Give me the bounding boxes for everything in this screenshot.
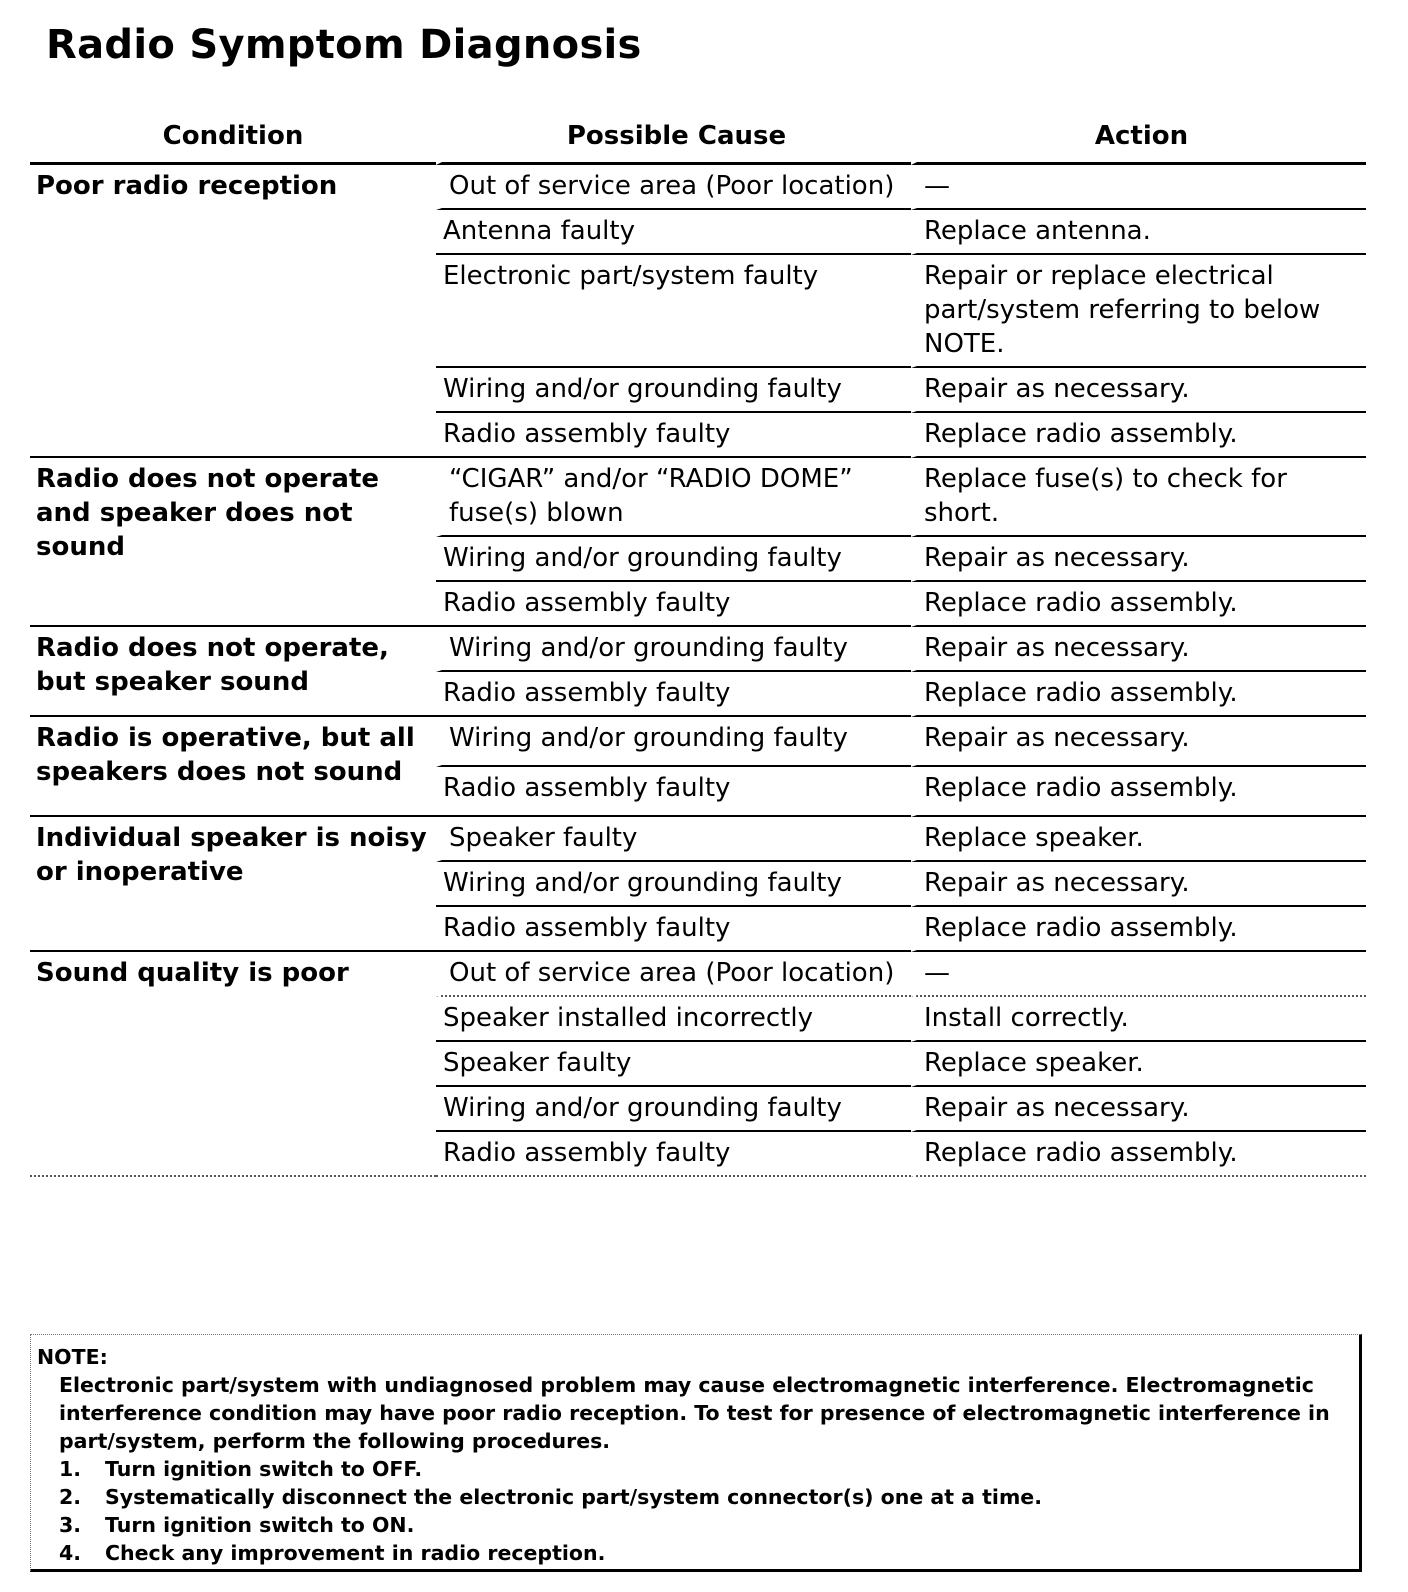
condition-cell: Radio does not operate, but speaker sound <box>30 627 436 717</box>
action-cell: Replace radio assembly. <box>911 767 1366 817</box>
step-text: Check any improvement in radio reception. <box>105 1541 606 1565</box>
condition-cell: Sound quality is poor <box>30 952 436 1177</box>
page-title: Radio Symptom Diagnosis <box>46 22 642 68</box>
header-action: Action <box>911 110 1366 165</box>
action-cell: Install correctly. <box>911 997 1366 1042</box>
action-cell: Replace radio assembly. <box>911 907 1366 952</box>
cause-cell: Radio assembly faulty <box>436 767 911 817</box>
cause-cell: Speaker faulty <box>436 817 911 862</box>
cause-cell: Wiring and/or grounding faulty <box>436 1087 911 1132</box>
step-number: 3. <box>59 1513 82 1537</box>
action-cell: Replace radio assembly. <box>911 672 1366 717</box>
header-possible-cause: Possible Cause <box>436 110 911 165</box>
step-text: Systematically disconnect the electronic part/system connector(s) one at a time. <box>105 1485 1042 1509</box>
cause-cell: Wiring and/or grounding faulty <box>436 627 911 672</box>
action-cell: Replace speaker. <box>911 1042 1366 1087</box>
table-row <box>30 717 1366 767</box>
cause-cell: Out of service area (Poor location) <box>436 165 911 210</box>
action-cell: Repair as necessary. <box>911 717 1366 767</box>
note-body: Electronic part/system with undiagnosed problem may cause electromagnetic interference. Electromagnetic interference condition may have poor radio reception. To test for presence of electromagnetic interference in part/system, perform the following procedures. <box>59 1373 1330 1453</box>
action-cell: Repair as necessary. <box>911 627 1366 672</box>
step-text: Turn ignition switch to OFF. <box>105 1457 423 1481</box>
table-row <box>30 952 1366 997</box>
action-cell: Replace radio assembly. <box>911 1132 1366 1177</box>
condition-cell: Poor radio reception <box>30 165 436 458</box>
table-row <box>30 817 1366 862</box>
action-cell: — <box>911 165 1366 210</box>
action-cell: — <box>911 952 1366 997</box>
action-cell: Replace radio assembly. <box>911 413 1366 458</box>
step-number: 1. <box>59 1457 82 1481</box>
action-cell: Replace speaker. <box>911 817 1366 862</box>
table-row <box>30 458 1366 537</box>
action-cell: Repair as necessary. <box>911 537 1366 582</box>
note-step <box>59 1539 1351 1567</box>
cause-cell: Speaker installed incorrectly <box>436 997 911 1042</box>
cause-cell: Wiring and/or grounding faulty <box>436 862 911 907</box>
step-text: Turn ignition switch to ON. <box>105 1513 415 1537</box>
cause-cell: Radio assembly faulty <box>436 1132 911 1177</box>
cause-cell: Wiring and/or grounding faulty <box>436 717 911 767</box>
action-cell: Repair as necessary. <box>911 862 1366 907</box>
condition-cell: Individual speaker is noisy or inoperative <box>30 817 436 952</box>
header-condition: Condition <box>30 110 436 165</box>
action-cell: Repair as necessary. <box>911 368 1366 413</box>
cause-cell: Radio assembly faulty <box>436 672 911 717</box>
action-cell: Replace fuse(s) to check for short. <box>911 458 1366 537</box>
cause-cell: Radio assembly faulty <box>436 582 911 627</box>
cause-cell: Wiring and/or grounding faulty <box>436 368 911 413</box>
condition-cell: Radio is operative, but all speakers does not sound <box>30 717 436 817</box>
cause-cell: Radio assembly faulty <box>436 413 911 458</box>
note-label: NOTE: <box>37 1345 108 1369</box>
cause-cell: Electronic part/system faulty <box>436 255 911 368</box>
step-number: 4. <box>59 1541 82 1565</box>
action-cell: Replace radio assembly. <box>911 582 1366 627</box>
note-step <box>59 1483 1351 1511</box>
cause-cell: “CIGAR” and/or “RADIO DOME” fuse(s) blown <box>436 458 911 537</box>
action-cell: Repair or replace electrical part/system referring to below NOTE. <box>911 255 1366 368</box>
action-cell: Replace antenna. <box>911 210 1366 255</box>
table-row <box>30 627 1366 672</box>
cause-cell: Speaker faulty <box>436 1042 911 1087</box>
note-steps <box>37 1455 1351 1567</box>
cause-cell: Out of service area (Poor location) <box>436 952 911 997</box>
diagnosis-table <box>30 110 1366 1177</box>
cause-cell: Wiring and/or grounding faulty <box>436 537 911 582</box>
action-cell: Repair as necessary. <box>911 1087 1366 1132</box>
step-number: 2. <box>59 1485 82 1509</box>
table-row <box>30 165 1366 210</box>
note-step <box>59 1455 1351 1483</box>
condition-cell: Radio does not operate and speaker does not sound <box>30 458 436 627</box>
cause-cell: Antenna faulty <box>436 210 911 255</box>
cause-cell: Radio assembly faulty <box>436 907 911 952</box>
table-header-row <box>30 110 1366 165</box>
note-step <box>59 1511 1351 1539</box>
note-box <box>30 1334 1362 1572</box>
